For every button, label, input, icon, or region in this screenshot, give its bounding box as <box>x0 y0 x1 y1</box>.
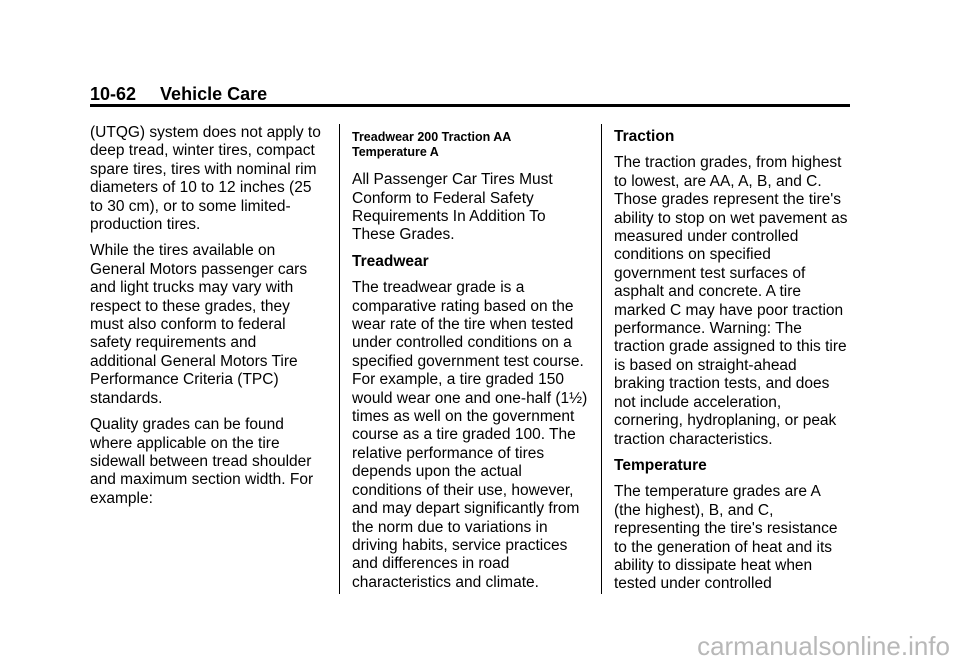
section-title: Vehicle Care <box>160 84 268 104</box>
watermark: carmanualsonline.info <box>697 631 950 661</box>
paragraph: The traction grades, from highest to lowest, are AA, A, B, and C. Those grades represent the tire's ability to stop on wet pavement as measured under controlled conditions on specified government test surfaces of asphalt and concrete. A tire marked C may have poor traction performance. Warning: The traction grade assigned to this tire is based on straight-ahead braking traction tests, and does not include acceleration, cornering, hydroplaning, or peak traction characteristics. <box>614 154 848 448</box>
column-1 <box>90 124 326 516</box>
paragraph: The treadwear grade is a comparative rating based on the wear rate of the tire when tested under controlled conditions on a specified government test course. For example, a tire graded 150 would wear one and one-half (1½) times as well on the government course as a tire graded 100. The relative performance of tires depends upon the actual conditions of their use, however, and may depart significantly from the norm due to variations in driving habits, service practices and differences in road characteristics and climate. <box>352 279 588 591</box>
paragraph: All Passenger Car Tires Must Conform to Federal Safety Requirements In Addition To These Grades. <box>352 171 553 244</box>
paragraph: Quality grades can be found where applicable on the tire sidewall between tread shoulder and maximum section width. For example: <box>90 416 314 507</box>
heading-treadwear: Treadwear <box>352 252 429 270</box>
page-number: 10-62 <box>90 84 137 104</box>
heading-traction: Traction <box>614 128 675 145</box>
page-header <box>90 84 267 105</box>
grade-example: Treadwear 200 Traction AA Temperature A <box>352 130 511 159</box>
paragraph: While the tires available on General Motors passenger cars and light trucks may vary with respect to these grades, they must also conform to federal safety requirements and additional General Motors Tire Performance Criteria (TPC) standards. <box>90 242 308 407</box>
column-3 <box>614 124 850 602</box>
heading-temperature: Temperature <box>614 456 707 474</box>
column-divider <box>601 124 602 594</box>
header-rule <box>90 104 850 107</box>
column-2 <box>352 124 588 600</box>
column-divider <box>339 124 340 594</box>
paragraph: (UTQG) system does not apply to deep tread, winter tires, compact spare tires, tires with nominal rim diameters of 10 to 12 inches (25 to 30 cm), or to some limited-production tires. <box>90 124 321 234</box>
paragraph: The temperature grades are A (the highest), B, and C, representing the tire's resistance to the generation of heat and its ability to dissipate heat when tested under controlled <box>614 483 838 593</box>
